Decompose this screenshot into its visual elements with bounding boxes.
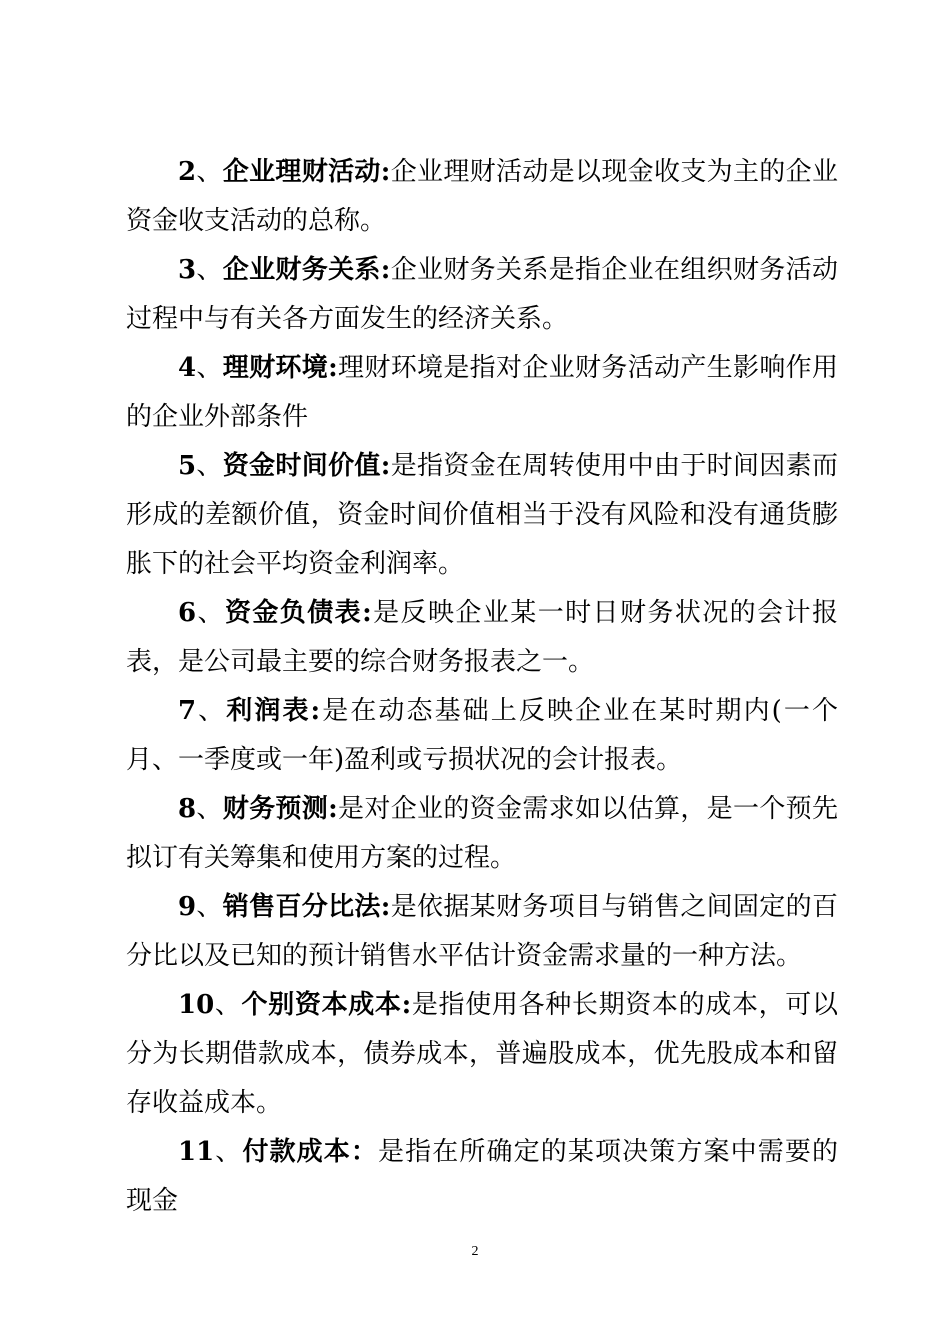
- paragraph-8: [126, 785, 838, 883]
- term-label: 资金负债表: [224, 598, 363, 628]
- term-label: 企业财务关系: [222, 255, 381, 285]
- colon: :: [328, 353, 338, 383]
- paragraph-2: [126, 148, 838, 246]
- separator: 、: [196, 255, 223, 285]
- paragraph-number: 8: [178, 794, 197, 824]
- term-label: 销售百分比法: [222, 892, 381, 922]
- colon: :: [380, 892, 391, 922]
- separator: 、: [196, 598, 225, 628]
- paragraph-number: 11: [178, 1137, 215, 1167]
- term-label: 资金时间价值: [222, 451, 381, 481]
- separator: 、: [196, 157, 223, 187]
- paragraph-number: 2: [178, 157, 197, 187]
- paragraph-7: [126, 687, 838, 785]
- paragraph-number: 6: [178, 598, 197, 628]
- paragraph-11: [126, 1128, 838, 1226]
- definition-text: 是指使用各种长期资本的成本，可以分为长期借款成本，债券成本，普遍股成本，优先股成本和留存收益成本。: [126, 990, 838, 1118]
- colon: ：: [350, 1137, 379, 1167]
- definition-text: 企业财务关系是指企业在组织财务活动过程中与有关各方面发生的经济关系。: [126, 255, 838, 334]
- paragraph-5: [126, 442, 838, 589]
- term-label: 财务预测: [222, 794, 329, 824]
- paragraph-number: 10: [178, 990, 215, 1020]
- document-body: [126, 148, 838, 1226]
- colon: :: [401, 990, 412, 1020]
- paragraph-number: 3: [178, 255, 197, 285]
- separator: 、: [196, 892, 223, 922]
- term-label: 利润表: [226, 696, 311, 726]
- definition-text: 是对企业的资金需求如以估算，是一个预先拟订有关筹集和使用方案的过程。: [126, 794, 838, 873]
- colon: :: [380, 451, 391, 481]
- definition-text: 是依据某财务项目与销售之间固定的百分比以及已知的预计销售水平估计资金需求量的一种方法。: [126, 892, 838, 971]
- definition-text: 是反映企业某一时日财务状况的会计报表，是公司最主要的综合财务报表之一。: [126, 598, 838, 677]
- definition-text: 是在动态基础上反映企业在某时期内(一个月、一季度或一年)盈利或亏损状况的会计报表。: [126, 696, 838, 775]
- page-number: 2: [471, 1244, 479, 1259]
- definition-text: 理财环境是指对企业财务活动产生影响作用的企业外部条件: [126, 353, 838, 432]
- term-label: 付款成本: [242, 1137, 351, 1167]
- paragraph-10: [126, 981, 838, 1128]
- term-label: 企业理财活动: [222, 157, 381, 187]
- separator: 、: [196, 696, 227, 726]
- paragraph-number: 7: [178, 696, 197, 726]
- paragraph-3: [126, 246, 838, 344]
- separator: 、: [196, 451, 223, 481]
- separator: 、: [214, 990, 242, 1020]
- separator: 、: [196, 353, 223, 383]
- paragraph-6: [126, 589, 838, 687]
- colon: :: [380, 255, 391, 285]
- paragraph-number: 5: [178, 451, 197, 481]
- paragraph-number: 4: [178, 353, 197, 383]
- definition-text: 企业理财活动是以现金收支为主的企业资金收支活动的总称。: [126, 157, 838, 236]
- colon: :: [328, 794, 338, 824]
- separator: 、: [214, 1137, 243, 1167]
- paragraph-9: [126, 883, 838, 981]
- colon: :: [380, 157, 391, 187]
- definition-text: 是指资金在周转使用中由于时间因素而形成的差额价值，资金时间价值相当于没有风险和没有通货膨胀下的社会平均资金利润率。: [126, 451, 838, 579]
- paragraph-4: [126, 344, 838, 442]
- paragraph-number: 9: [178, 892, 197, 922]
- definition-text: 是指在所确定的某项决策方案中需要的现金: [126, 1137, 838, 1216]
- colon: :: [310, 696, 321, 726]
- colon: :: [362, 598, 372, 628]
- term-label: 理财环境: [222, 353, 329, 383]
- term-label: 个别资本成本: [241, 990, 402, 1020]
- separator: 、: [196, 794, 223, 824]
